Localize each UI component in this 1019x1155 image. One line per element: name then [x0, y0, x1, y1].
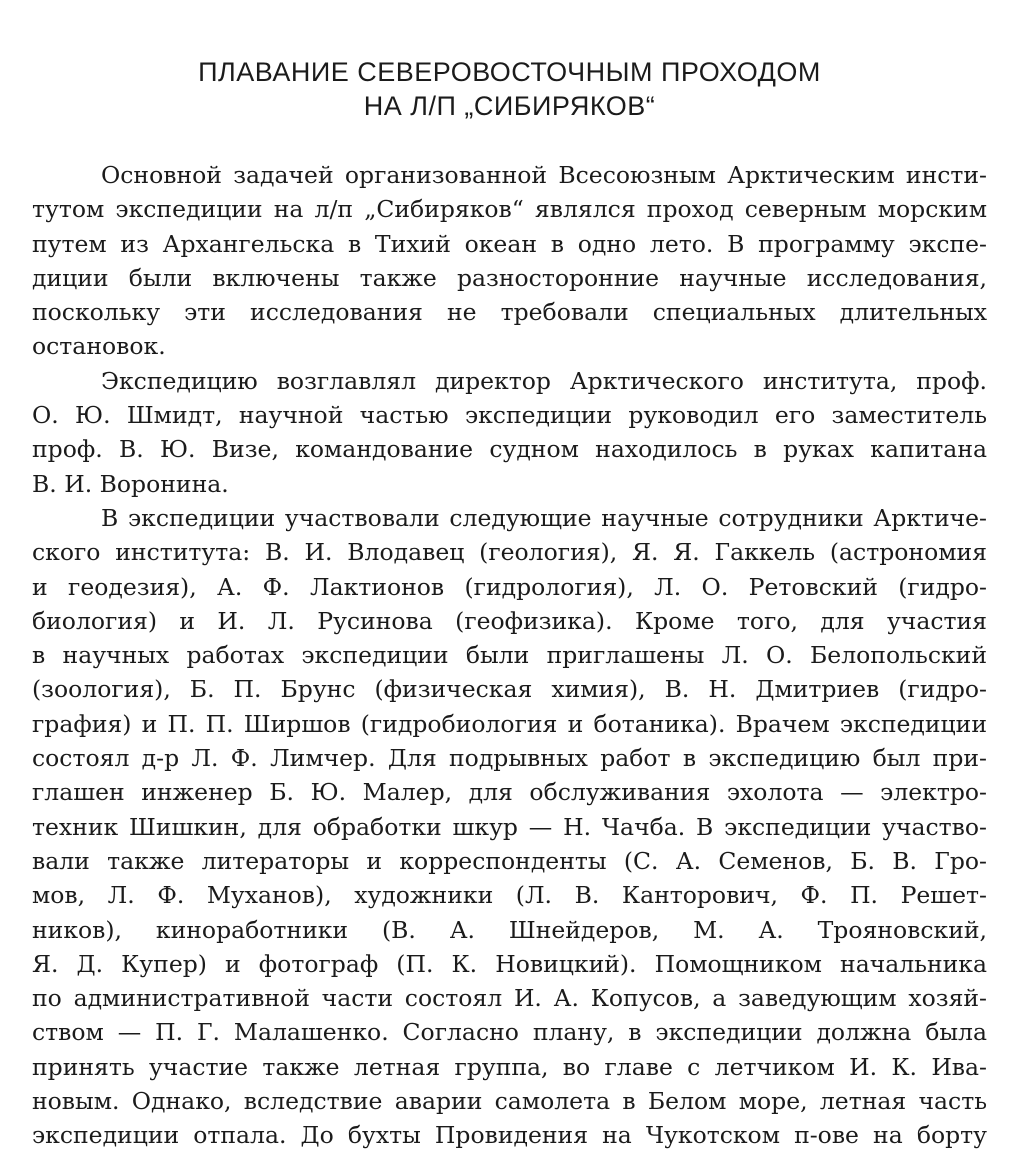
- body-text: [32, 158, 987, 1153]
- text-line: и геодезия), А. Ф. Лактионов (гидрология), Л. О. Ретовский (гидро-: [32, 572, 987, 601]
- text-line: (зоология), Б. П. Брунс (физическая химия), В. Н. Дмитриев (гидро-: [32, 675, 987, 704]
- text-line: диции были включены также разносторонние научные исследования,: [32, 263, 987, 292]
- text-line: остановок.: [32, 332, 166, 361]
- text-line: глашен инженер Б. Ю. Малер, для обслуживания эхолота — электро-: [32, 778, 987, 807]
- page-title-line-2: НА Л/П „СИБИРЯКОВ“: [363, 91, 656, 121]
- text-line: новым. Однако, вследствие аварии самолета в Белом море, летная часть: [32, 1087, 987, 1116]
- text-line: в научных работах экспедиции были приглашены Л. О. Белопольский: [32, 641, 987, 670]
- text-line: В экспедиции участвовали следующие научные сотрудники Арктиче-: [101, 503, 987, 532]
- page-title-line-1: ПЛАВАНИЕ СЕВЕРОВОСТОЧНЫМ ПРОХОДОМ: [198, 57, 821, 87]
- text-line: ников), киноработники (В. А. Шнейдеров, М. А. Трояновский,: [32, 915, 987, 944]
- text-line: О. Ю. Шмидт, научной частью экспедиции руководил его заместитель: [32, 401, 987, 430]
- text-line: поскольку эти исследования не требовали специальных длительных: [32, 298, 987, 327]
- text-line: Основной задачей организованной Всесоюзным Арктическим инсти-: [101, 161, 987, 189]
- text-line: ского института: В. И. Влодавец (геология), Я. Я. Гаккель (астрономия: [32, 538, 987, 567]
- text-line: проф. В. Ю. Визе, командование судном находилось в руках капитана: [32, 435, 987, 464]
- text-line: состоял д-р Л. Ф. Лимчер. Для подрывных работ в экспедицию был при-: [32, 744, 987, 773]
- text-line: В. И. Воронина.: [32, 469, 229, 498]
- text-line: принять участие также летная группа, во главе с летчиком И. К. Ива-: [32, 1052, 987, 1081]
- text-line: мов, Л. Ф. Муханов), художники (Л. В. Канторович, Ф. П. Решет-: [32, 881, 987, 910]
- text-line: экспедиции отпала. До бухты Провидения на Чукотском п-ове на борту: [32, 1121, 987, 1150]
- text-line: Я. Д. Купер) и фотограф (П. К. Новицкий). Помощником начальника: [32, 949, 987, 978]
- text-line: путем из Архангельска в Тихий океан в одно лето. В программу экспе-: [32, 229, 987, 258]
- text-line: графия) и П. П. Ширшов (гидробиология и ботаника). Врачем экспедиции: [32, 709, 987, 738]
- text-line: вали также литераторы и корреспонденты (С. А. Семенов, Б. В. Гро-: [32, 846, 987, 875]
- text-line: тутом экспедиции на л/п „Сибиряков“ являлся проход северным морским: [32, 195, 987, 224]
- text-line: Экспедицию возглавлял директор Арктического института, проф.: [101, 366, 987, 395]
- text-line: по административной части состоял И. А. Копусов, а заведующим хозяй-: [32, 984, 987, 1013]
- text-line: техник Шишкин, для обработки шкур — Н. Чачба. В экспедиции участво-: [32, 812, 987, 841]
- text-line: биология) и И. Л. Русинова (геофизика). Кроме того, для участия: [32, 606, 987, 635]
- text-line: ством — П. Г. Малашенко. Согласно плану, в экспедиции должна была: [32, 1018, 987, 1047]
